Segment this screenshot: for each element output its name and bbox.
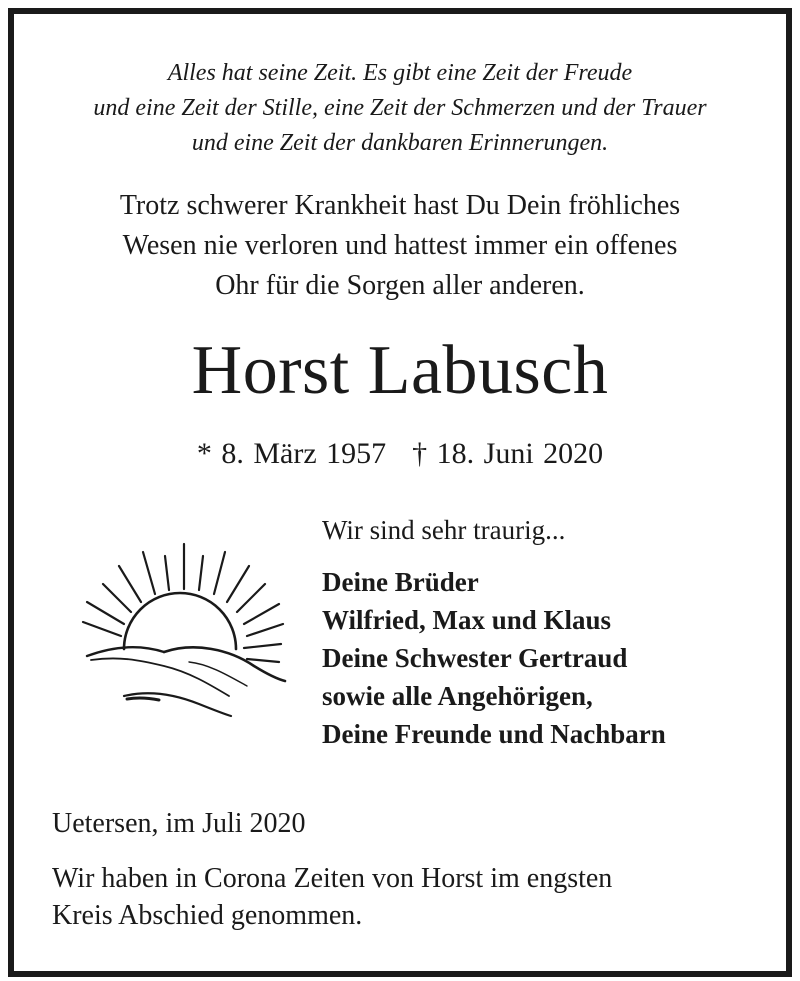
intro-line: Wesen nie verloren und hattest immer ein offenes <box>122 230 678 261</box>
deceased-name: Horst Labusch <box>191 332 609 409</box>
mourners-intro: Wir sind sehr traurig... <box>322 515 566 545</box>
note-line: Kreis Abschied genommen. <box>52 900 363 931</box>
intro-line: Trotz schwerer Krankheit hast Du Dein fröhliches <box>119 190 681 221</box>
life-dates <box>14 434 786 474</box>
intro-line: Ohr für die Sorgen aller anderen. <box>215 270 585 301</box>
note-line: Wir haben in Corona Zeiten von Horst im engsten <box>52 863 613 894</box>
mourner-line: sowie alle Angehörigen, <box>322 681 593 711</box>
obituary-frame <box>8 8 792 977</box>
place-and-date: Uetersen, im Juli 2020 <box>52 808 306 839</box>
quote-line: und eine Zeit der Stille, eine Zeit der Schmerzen und der Trauer <box>93 95 707 121</box>
quote-line: Alles hat seine Zeit. Es gibt eine Zeit der Freude <box>167 60 633 86</box>
opening-quote <box>14 56 786 161</box>
mourner-line: Deine Schwester Gertraud <box>322 643 628 673</box>
farewell-note <box>52 860 772 934</box>
mourner-line: Wilfried, Max und Klaus <box>322 605 612 635</box>
sunset-over-hills-icon <box>69 534 294 724</box>
quote-line: und eine Zeit der dankbaren Erinnerungen. <box>191 130 609 156</box>
mourner-line: Deine Freunde und Nachbarn <box>322 719 666 749</box>
birth-date: * 8. März 1957 <box>196 437 387 470</box>
mourners-block <box>322 511 772 753</box>
intro-text <box>14 186 786 306</box>
death-date: † 18. Juni 2020 <box>412 437 604 470</box>
mourner-line: Deine Brüder <box>322 567 479 597</box>
